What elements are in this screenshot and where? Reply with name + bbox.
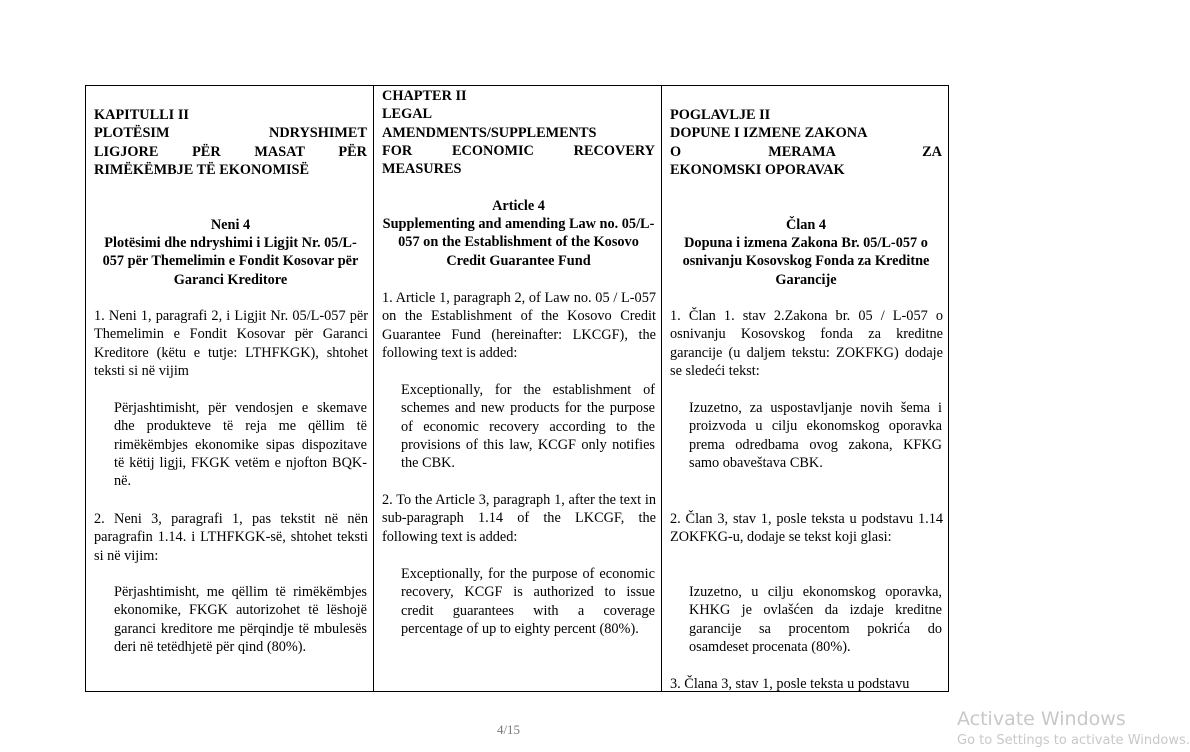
column-albanian <box>86 86 374 691</box>
chapter-line: LIGJORE PËR MASAT PËR <box>94 143 367 160</box>
chapter-line: EKONOMSKI OPORAVAK <box>670 161 845 178</box>
article-title: Član 4 <box>785 217 827 233</box>
quote-1: Përjashtimisht, për vendosjen e skemave dhe produkteve të reja me qëllim të rimëkëmbjes ekonomike sipas dispozitave të këtij ligji, FKGK vetëm e njofton BQK-në. <box>114 400 367 490</box>
article-subtitle: Plotësimi dhe ndryshimi i Ligjit Nr. 05/L-057 për Themelimin e Fondit Kosovar për Garanci Kreditore <box>102 235 359 288</box>
quote-1: Exceptionally, for the establishment of schemes and new products for the purpose of economic recovery according to the provisions of this law, KCGF only notifies the CBK. <box>401 382 655 472</box>
trilingual-table <box>85 85 949 692</box>
chapter-line: FOR ECONOMIC RECOVERY <box>382 142 655 159</box>
chapter-line: LEGAL <box>382 106 433 123</box>
paragraph-1: 1. Article 1, paragraph 2, of Law no. 05 / L-057 on the Establishment of the Kosovo Credit Guarantee Fund (hereinafter: LKCGF), the following text is added: <box>382 290 656 361</box>
paragraph-1: 1. Član 1. stav 2.Zakona br. 05 / L-057 o osnivanju Kosovskog fonda za kreditne garancije (u daljem tekstu: ZOKFKG) dodaje se sledeći tekst: <box>670 308 943 379</box>
chapter-heading-english <box>382 87 655 178</box>
chapter-line: RIMËKËMBJE TË EKONOMISË <box>94 161 310 178</box>
watermark-title: Activate Windows <box>957 708 1126 730</box>
article-title: Neni 4 <box>210 217 251 233</box>
article-subtitle: Supplementing and amending Law no. 05/L-057 on the Establishment of the Kosovo Credit Guarantee Fund <box>382 216 655 269</box>
quote-2: Përjashtimisht, me qëllim të rimëkëmbjes ekonomike, FKGK autorizohet të lëshojë garanci kreditore me përqindje të mbulesës deri në tetëdhjetë për qind (80%). <box>114 584 367 655</box>
quote-2: Exceptionally, for the purpose of economic recovery, KCGF is authorized to issue credit guarantees with a coverage percentage of up to eighty percent (80%). <box>401 566 655 637</box>
activation-watermark <box>957 708 1190 752</box>
chapter-line: O MERAMA ZA <box>670 143 942 160</box>
article-title: Article 4 <box>492 198 545 214</box>
paragraph-2: 2. Član 3, stav 1, posle teksta u podstavu 1.14 ZOKFKG-u, dodaje se tekst koji glasi: <box>670 511 943 546</box>
paragraph-2: 2. Neni 3, paragrafi 1, pas tekstit në nën paragrafin 1.14. i LTHFKGK-së, shtohet teksti si në vijim: <box>94 511 368 564</box>
chapter-line: DOPUNE I IZMENE ZAKONA <box>670 125 868 142</box>
quote-2: Izuzetno, u cilju ekonomskog oporavka, KHKG je ovlašćen da izdaje kreditne garancije sa procentom pokrića do osamdeset procenata (80%). <box>689 584 942 655</box>
chapter-line: PLOTËSIM NDRYSHIMET <box>94 125 367 142</box>
chapter-line: POGLAVLJE II <box>670 107 771 123</box>
chapter-line: KAPITULLI II <box>94 107 189 123</box>
page-number: 4/15 <box>496 722 521 737</box>
chapter-line: CHAPTER II <box>382 88 467 104</box>
column-english <box>374 86 662 691</box>
chapter-line: MEASURES <box>382 161 462 178</box>
chapter-line: AMENDMENTS/SUPPLEMENTS <box>382 124 597 141</box>
paragraph-2: 2. To the Article 3, paragraph 1, after the text in sub-paragraph 1.14 of the LKCGF, the following text is added: <box>382 492 656 545</box>
article-subtitle: Dopuna i izmena Zakona Br. 05/L-057 o osnivanju Kosovskog Fonda za Kreditne Garancije <box>682 235 930 288</box>
column-serbian <box>662 86 948 691</box>
paragraph-1: 1. Neni 1, paragrafi 2, i Ligjit Nr. 05/L-057 për Themelimin e Fondit Kosovar për Garanci Kreditore (këtu e tutje: LTHFKGK), shtohet teksti si në vijim <box>94 308 368 379</box>
watermark-subtitle: Go to Settings to activate Windows. <box>957 733 1190 748</box>
chapter-heading-serbian <box>670 106 942 179</box>
paragraph-3: 3. Člana 3, stav 1, posle teksta u podstavu <box>670 676 910 692</box>
chapter-heading-albanian <box>94 106 367 179</box>
quote-1: Izuzetno, za uspostavljanje novih šema i proizvoda u cilju ekonomskog oporavka prema odredbama ovog zakona, KFKG samo obaveštava CBK. <box>689 400 942 471</box>
